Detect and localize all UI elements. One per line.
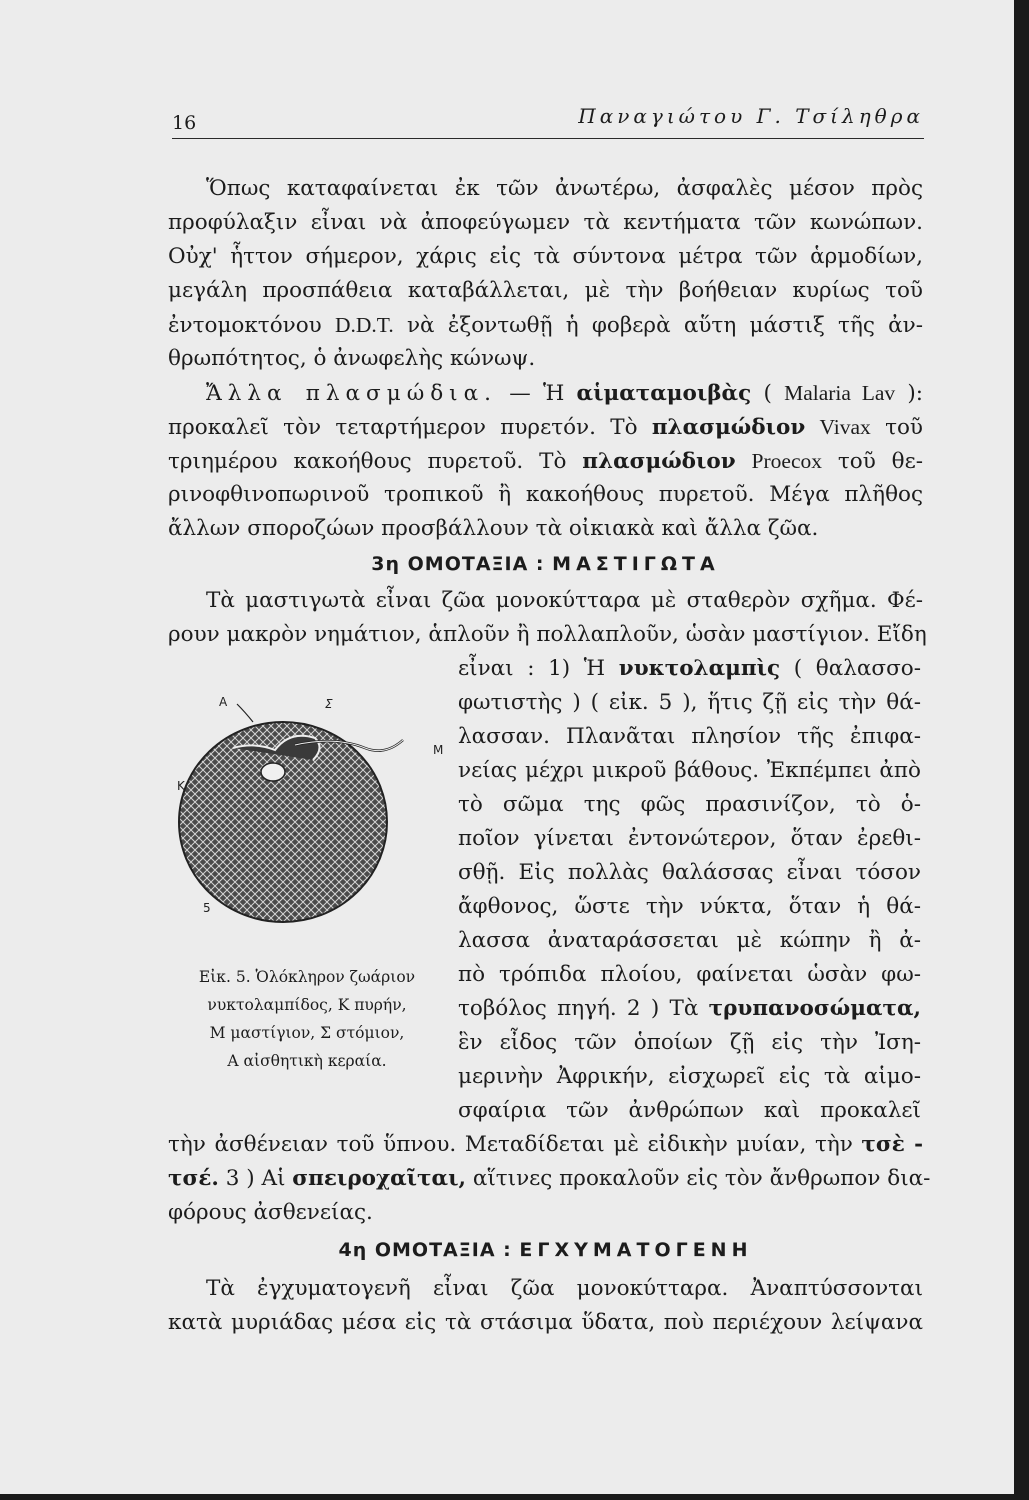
heading-name: ΜΑΣΤΙΓΩΤΑ (552, 553, 720, 575)
text-line: ρινοφθινοπωρινοῦ τροπικοῦ ἢ κακοήθους πυρετοῦ. Μέγα πλῆθος (168, 482, 923, 507)
noctiluca-illustration (175, 690, 455, 960)
text-line: Ὅπως καταφαίνεται ἐκ τῶν ἀνωτέρω, ἀσφαλὲς μέσον πρὸς (206, 176, 923, 201)
bold-term: τσὲ - (861, 1132, 924, 1157)
ddt-term: D.D.T. (335, 313, 394, 337)
text-span: τοῦ θε- (837, 449, 923, 474)
latin-term: Vivax (819, 415, 871, 439)
text-line: σφαίρια τῶν ἀνθρώπων καὶ προκαλεῖ (458, 1098, 921, 1123)
text-line (458, 652, 921, 686)
spaced-term: Ἄλλα πλασμώδια. (206, 381, 497, 406)
text-line: μερινὴν Ἀφρικήν, εἰσχωρεῖ εἰς τὰ αἱμο- (458, 1064, 921, 1089)
text-line: ποῖον γίνεται ἐντονώτερον, ὅταν ἐρεθι- (458, 826, 921, 851)
figure-caption: Εἰκ. 5. Ὁλόκληρον ζωάριον (198, 968, 416, 986)
text-line: Τὰ ἐγχυματογενῆ εἶναι ζῶα μονοκύτταρα. Ἀναπτύσσονται (206, 1276, 923, 1301)
text-line (458, 992, 921, 1026)
text-line (168, 444, 923, 478)
text-span: προκαλεῖ τὸν τεταρτήμερον πυρετόν. Τὸ (168, 415, 638, 440)
text-span: τοῦ (885, 415, 923, 440)
figure-caption: Α αἰσθητικὴ κεραία. (227, 1052, 387, 1070)
label-k: Κ (177, 779, 185, 793)
text-span: τὴν ἀσθένειαν τοῦ ὕπνου. Μεταδίδεται μὲ εἰδικὴν μυίαν, τὴν (168, 1132, 853, 1157)
figure-caption: Μ μαστίγιον, Σ στόμιον, (209, 1024, 405, 1042)
text-line: ἄφθονος, ὥστε τὴν νύκτα, ὅταν ἡ θά- (458, 894, 921, 919)
tentacle-pointer (237, 704, 253, 722)
text-span: τοβόλος πηγή. 2 ) Τὰ (458, 996, 699, 1021)
text-line: φωτιστὴς ) ( εἰκ. 5 ), ἥτις ζῇ εἰς τὴν θά- (458, 690, 921, 715)
latin-term: Proecox (751, 449, 822, 473)
bold-term: πλασμώδιον (582, 449, 736, 474)
text-line (168, 1128, 923, 1162)
text-line: θρωπότητος, ὁ ἀνωφελὴς κώνωψ. (168, 346, 536, 371)
text-span: ): (907, 381, 924, 406)
text-line: τὸ σῶμα της φῶς πρασινίζον, τὸ ὁ- (458, 792, 921, 817)
running-head: Παναγιώτου Γ. Τσίληθρα (578, 104, 924, 128)
scan-edge-bottom (0, 1494, 1029, 1500)
page-header (172, 100, 924, 139)
text-span: νὰ ἐξοντωθῇ ἡ φοβερὰ αὕτη μάστιξ τῆς ἀν- (406, 313, 923, 338)
heading-name: ΕΓΧΥΜΑΤΟΓΕΝΗ (519, 1239, 753, 1261)
text-line: Οὐχ' ἧττον σήμερον, χάρις εἰς τὰ σύντονα μέτρα τῶν ἁρμοδίων, (168, 244, 923, 269)
text-span: αἵτινες προκαλοῦν εἰς τὸν ἄνθρωπον δια- (472, 1166, 931, 1191)
text-line: λασσα ἀναταράσσεται μὲ κώπην ἢ ἀ- (458, 928, 921, 953)
bold-term: αἱματαμοιβὰς (576, 381, 752, 406)
figure-caption: νυκτολαμπίδος, Κ πυρήν, (207, 996, 407, 1014)
label-a: Α (219, 695, 228, 709)
text-span: ἐντομοκτόνου (168, 313, 322, 338)
text-line: κατὰ μυριάδας μέσα εἰς τὰ στάσιμα ὕδατα, ποὺ περιέχουν λείψανα (168, 1310, 923, 1335)
text-line: Τὰ μαστιγωτὰ εἶναι ζῶα μονοκύτταρα μὲ σταθερὸν σχῆμα. Φέ- (206, 588, 923, 613)
bold-term: τσέ. (168, 1166, 219, 1191)
text-line: λασσαν. Πλανᾶται πλησίον τῆς ἐπιφα- (458, 724, 921, 749)
bold-term: νυκτολαμπὶς (618, 656, 781, 681)
noctiluca-figure (175, 690, 455, 960)
text-line: ἄλλων σποροζώων προσβάλλουν τὰ οἰκιακὰ καὶ ἄλλα ζῶα. (168, 516, 819, 541)
text-line: ἓν εἶδος τῶν ὁποίων ζῇ εἰς τὴν Ἰση- (458, 1030, 921, 1055)
text-span: τριημέρου κακοήθους πυρετοῦ. Τὸ (168, 449, 567, 474)
latin-term: Malaria Lav (784, 381, 896, 405)
heading-prefix: 4η ΟΜΟΤΑΞΙΑ : (338, 1239, 512, 1261)
scan-edge-right (1014, 0, 1029, 1500)
label-m: Μ (433, 743, 444, 757)
text-line: σθῇ. Εἰς πολλὰς θαλάσσας εἶναι τόσον (458, 860, 921, 885)
bold-term: σπειροχαῖται, (292, 1166, 466, 1191)
label-s: Σ (325, 697, 333, 711)
page-number: 16 (172, 112, 197, 134)
text-line: πὸ τρόπιδα πλοίου, φαίνεται ὡσὰν φω- (458, 962, 921, 987)
text-line: μεγάλη προσπάθεια καταβάλλεται, μὲ τὴν βοήθειαν κυρίως τοῦ (168, 278, 923, 303)
text-line (168, 1162, 931, 1196)
text-line (168, 410, 923, 444)
section-heading (168, 548, 923, 580)
text-span: εἶναι : 1) Ἡ (458, 656, 606, 681)
text-line (168, 308, 923, 342)
heading-prefix: 3η ΟΜΟΤΑΞΙΑ : (371, 553, 545, 575)
bold-term: τρυπανοσώματα, (708, 996, 921, 1021)
text-span: ( (763, 381, 772, 406)
text-span: ( θαλασσο- (793, 656, 921, 681)
text-line: ρουν μακρὸν νημάτιον, ἁπλοῦν ἢ πολλαπλοῦν, ὡσὰν μαστίγιον. Εἴδη (168, 622, 927, 647)
text-span: — Ἡ (509, 381, 565, 406)
text-span: 3 ) Αἱ (225, 1166, 286, 1191)
text-line: φόρους ἀσθενείας. (168, 1200, 373, 1225)
bold-term: πλασμώδιον (651, 415, 806, 440)
section-heading (168, 1234, 923, 1266)
text-line: προφύλαξιν εἶναι νὰ ἀποφεύγωμεν τὰ κεντήματα τῶν κωνώπων. (168, 210, 923, 235)
text-line (168, 376, 923, 410)
nucleus (261, 763, 285, 781)
label-5: 5 (203, 901, 211, 915)
text-line: νείας μέχρι μικροῦ βάθους. Ἐκπέμπει ἀπὸ (458, 758, 921, 783)
